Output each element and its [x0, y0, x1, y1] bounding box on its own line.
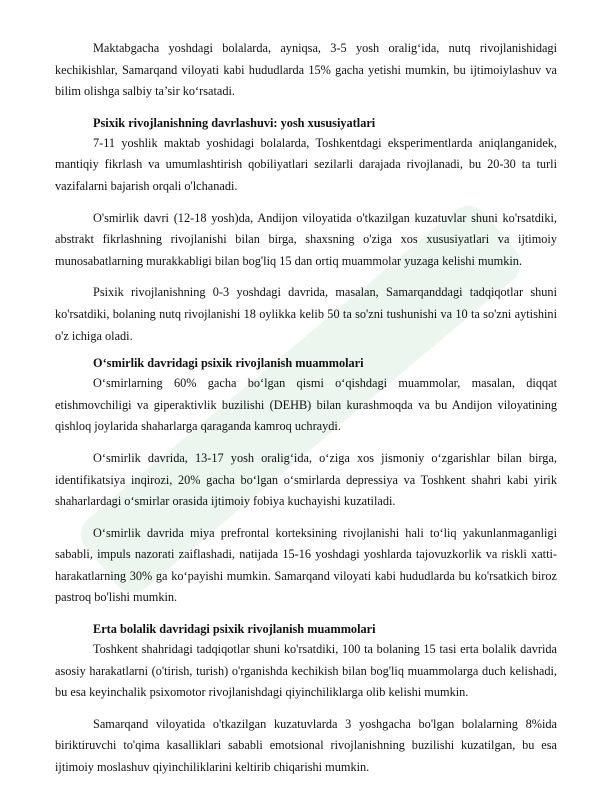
paragraph-school-age: 7-11 yoshlik maktab yoshidagi bolalarda, Toshkentdagi eksperimentlarda aniqlanganidek, mantiqiy fikrlash va umumlashtirish qobiliyatlari sezilarli darajada rivojlanadi, bu 20-30 ta turli vazifalarni bajarish orqali o'lchanadi. [55, 135, 557, 193]
paragraph-identity-crisis: O‘smirlik davrida, 13-17 yosh oralig‘ida, o‘ziga xos jismoniy o‘zgarishlar bilan birga, identifikatsiya inqirozi, 20% gacha bo‘lgan o‘smirlarda depressiya va Toshkent shahri kabi yirik shaharlardagi o‘smirlar orasida ijtimoiy fobiya kuchayishi kuzatiladi. [55, 450, 557, 509]
paragraph-emotional: Samarqand viloyatida o'tkazilgan kuzatuvlarda 3 yoshgacha bo'lgan bolalarning 8%ida biriktiruvchi to'qima kasalliklari sababli emotsional rivojlanishning buzilishi kuzatilgan, bu esa ijtimoiy moslashuv qiyinchiliklarini keltirib chiqarishi mumkin. [55, 716, 557, 775]
paragraph-adhd: O‘smirlarning 60% gacha bo‘lgan qismi o‘qishdagi muammolar, masalan, diqqat etishmovchiligi va giperaktivlik buzilishi (DEHB) bilan kurashmoqda va bu Andijon viloyatining qishloq joylarida shaharlarga qaraganda kamroq uchraydi. [55, 376, 557, 434]
heading-periodization: Psixik rivojlanishning davrlashuvi: yosh xususiyatlari [93, 115, 376, 130]
paragraph-adolescence: O'smirlik davri (12-18 yosh)da, Andijon viloyatida o'tkazilgan kuzatuvlar shuni ko'rsatdiki, abstrakt fikrlashning rivojlanishi bilan birga, shaxsning o'ziga xos xususiyatlari va ijtimoiy munosabatlarning murakkabligi bilan bog'liq 15 dan ortiq muammolar yuzaga kelishi mumkin. [55, 210, 557, 268]
paragraph-prefrontal: O‘smirlik davrida miya prefrontal korteksining rivojlanishi hali to‘liq yakunlanmaganligi sababli, impuls nazorati zaiflashadi, natijada 15-16 yoshdagi yoshlarda tajovuzkorlik va riskli xatti-harakatlarning 30% ga ko‘payishi mumkin. Samarqand viloyati kabi hududlarda bu ko'rsatkich biroz pastroq bo'lishi mumkin. [55, 525, 557, 605]
paragraph-motor-delay: Toshkent shahridagi tadqiqotlar shuni ko'rsatdiki, 100 ta bolaning 15 tasi erta bolalik davrida asosiy harakatlarni (o'tirish, turish) o'rganishda kechikish bilan bog'liq muammolarga duch kelishadi, bu esa keyinchalik psixomotor rivojlanishdagi qiyinchiliklarga olib kelishi mumkin. [55, 642, 557, 700]
paragraph-infancy: Psixik rivojlanishning 0-3 yoshdagi davrida, masalan, Samarqanddagi tadqiqotlar shuni ko'rsatdiki, bolaning nutq rivojlanishi 18 oylikka kelib 50 ta so'zni tushunishi va 10 ta so'zni aytishini o'z ichiga oladi. [55, 285, 557, 343]
heading-early-childhood: Erta bolalik davridagi psixik rivojlanish muammolari [93, 622, 376, 637]
document-page [55, 38, 557, 779]
paragraph-intro: Maktabgacha yoshdagi bolalarda, ayniqsa, 3-5 yosh oralig‘ida, nutq rivojlanishidagi kechikishlar, Samarqand viloyati kabi hududlarda 15% gacha yetishi mumkin, bu ijtimoiylashuv va bilim olishga salbiy ta’sir ko‘rsatadi. [55, 41, 557, 99]
heading-adolescence-problems: O‘smirlik davridagi psixik rivojlanish muammolari [93, 356, 364, 371]
